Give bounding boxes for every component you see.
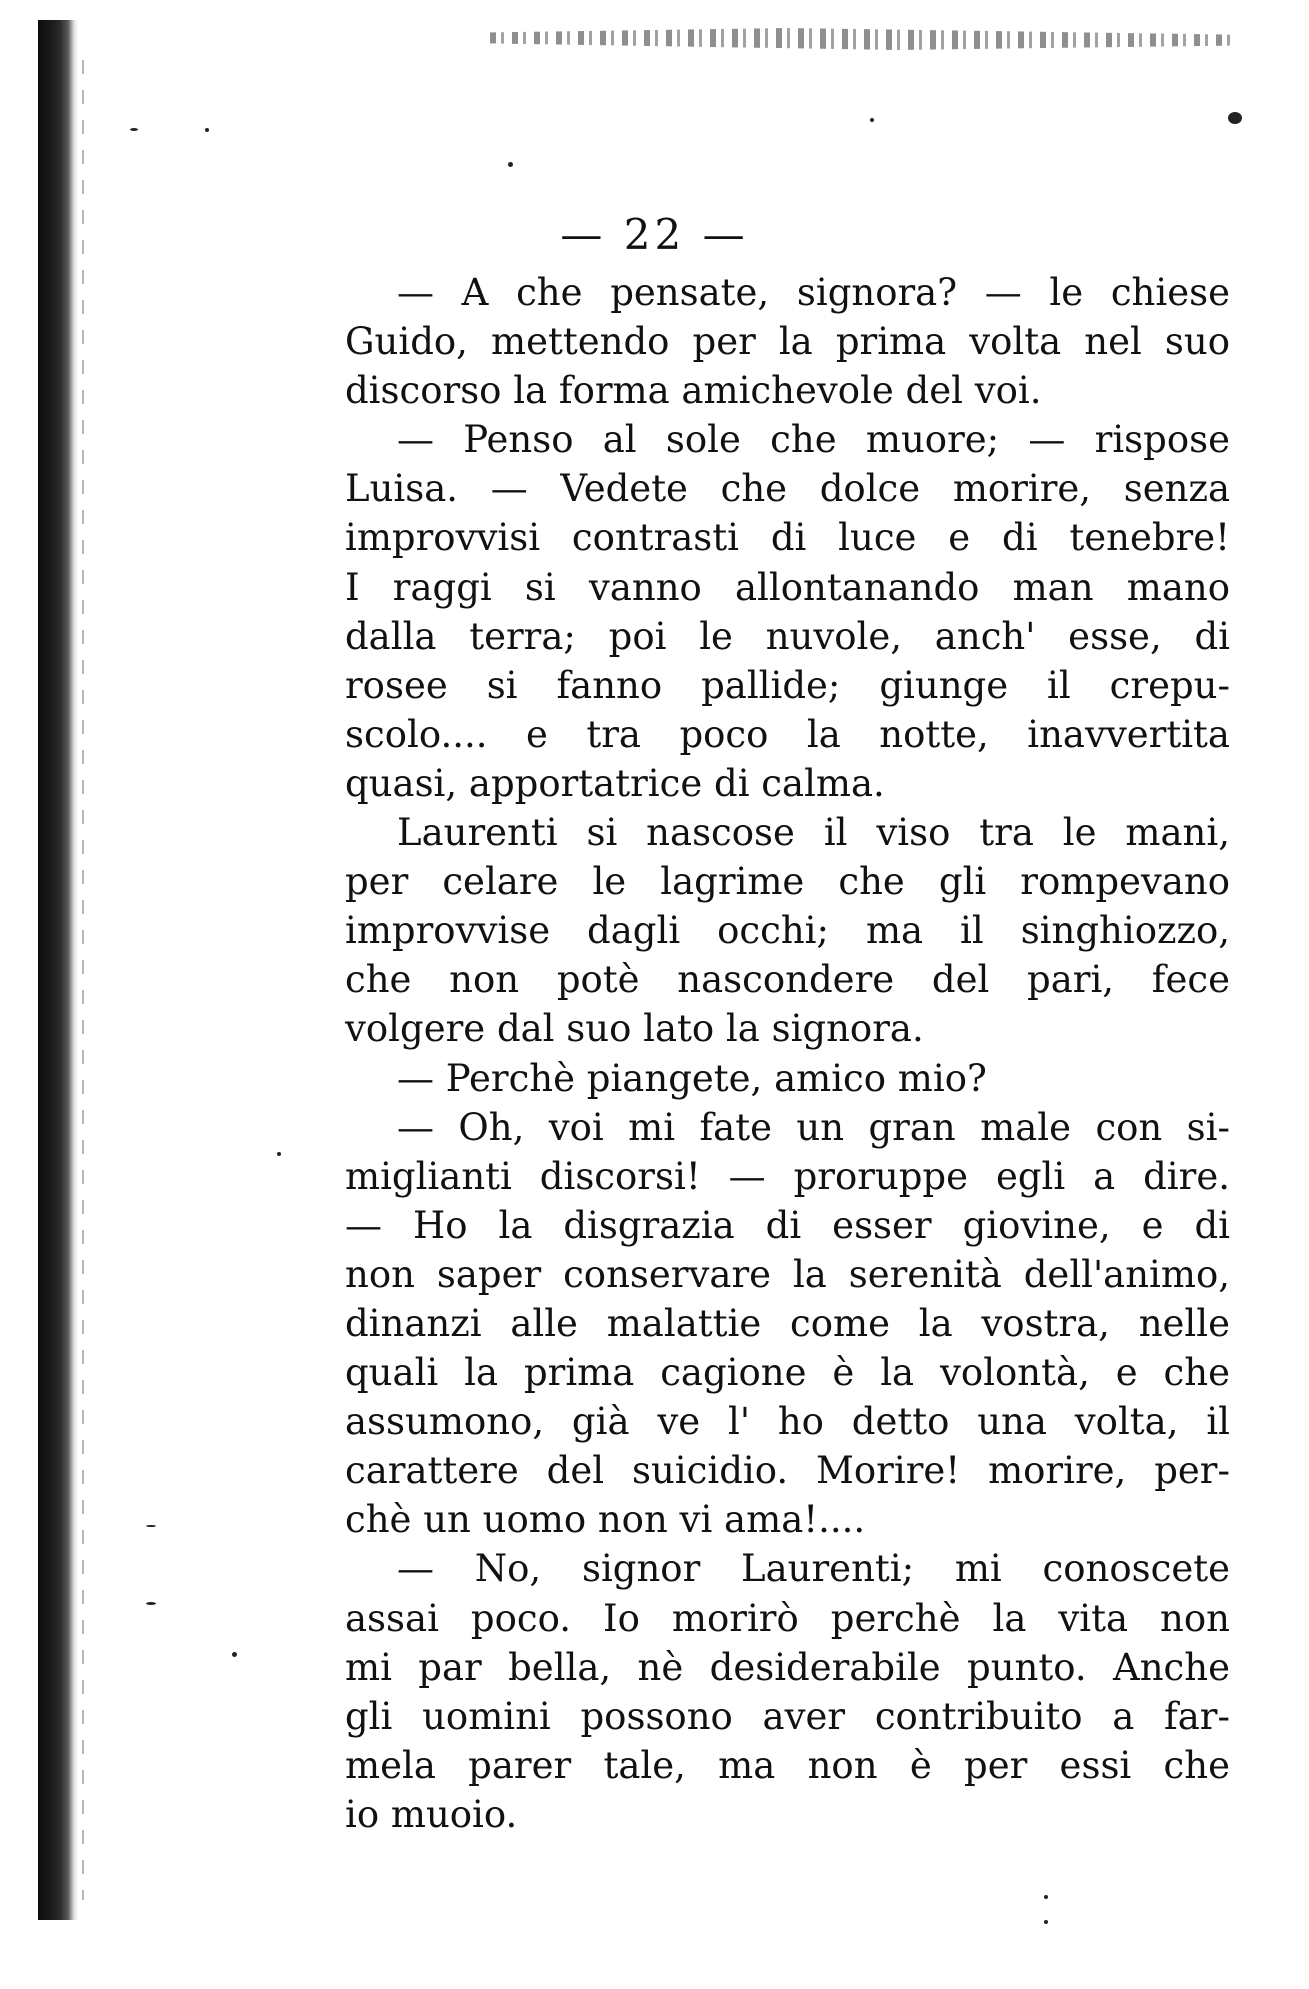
- text-line: rosee si fanno pallide; giunge il crepu-: [345, 663, 1230, 707]
- text-line: per celare le lagrime che gli rompevano: [345, 860, 1230, 904]
- binding-shadow-line: [82, 60, 84, 1900]
- scan-noise-top: [490, 28, 1230, 50]
- text-line: Laurenti si nascose il viso tra le mani,: [397, 811, 1230, 855]
- text-line: io muoio.: [345, 1792, 518, 1836]
- body-text: [345, 268, 1230, 1839]
- scan-speck: [1228, 112, 1242, 124]
- binding-edge: [38, 20, 78, 1920]
- text-line: — Ho la disgrazia di esser giovine, e di: [345, 1203, 1230, 1247]
- text-line: dalla terra; poi le nuvole, anch' esse, di: [345, 614, 1230, 658]
- text-line: gli uomini possono aver contribuito a far-: [345, 1694, 1230, 1738]
- text-line: I raggi si vanno allontanando man mano: [345, 565, 1230, 609]
- text-line: improvvise dagli occhi; ma il singhiozzo,: [345, 909, 1230, 953]
- text-line: volgere dal suo lato la signora.: [345, 1007, 924, 1051]
- text-line: mi par bella, nè desiderabile punto. Anche: [345, 1645, 1230, 1689]
- text-line: quali la prima cagione è la volontà, e che: [345, 1351, 1230, 1395]
- text-line: assai poco. Io morirò perchè la vita non: [345, 1596, 1230, 1640]
- text-line: scolo.... e tra poco la notte, inavvertita: [345, 712, 1230, 756]
- text-line: non saper conservare la serenità dell'animo,: [345, 1252, 1230, 1296]
- text-line: dinanzi alle malattie come la vostra, nelle: [345, 1301, 1230, 1345]
- page-number: — 22 —: [560, 210, 749, 259]
- scan-speck: [232, 1652, 237, 1657]
- text-line: — No, signor Laurenti; mi conoscete: [397, 1547, 1230, 1591]
- scan-speck: [146, 1525, 156, 1527]
- text-line: — Penso al sole che muore; — rispose: [397, 418, 1230, 462]
- scan-speck: [277, 1152, 281, 1156]
- text-line: assumono, già ve l' ho detto una volta, il: [345, 1400, 1230, 1444]
- text-line: — Oh, voi mi fate un gran male con si-: [397, 1105, 1230, 1149]
- text-line: chè un uomo non vi ama!....: [345, 1498, 866, 1542]
- text-line: che non potè nascondere del pari, fece: [345, 958, 1230, 1002]
- text-line: carattere del suicidio. Morire! morire, per-: [345, 1449, 1230, 1493]
- text-line: quasi, apportatrice di calma.: [345, 761, 885, 805]
- scan-speck: [1044, 1920, 1048, 1924]
- scan-speck: [146, 1602, 156, 1605]
- text-line: — A che pensate, signora? — le chiese: [397, 271, 1230, 314]
- text-line: mela parer tale, ma non è per essi che: [345, 1743, 1230, 1787]
- text-line: miglianti discorsi! — proruppe egli a dire.: [345, 1154, 1230, 1198]
- text-line: improvvisi contrasti di luce e di tenebre!: [345, 516, 1230, 560]
- text-line: — Perchè piangete, amico mio?: [397, 1056, 987, 1100]
- text-line: discorso la forma amichevole del voi.: [345, 369, 1042, 413]
- scan-speck: [1044, 1895, 1048, 1899]
- scan-speck: [205, 128, 209, 132]
- scan-speck: [870, 118, 874, 122]
- text-line: Guido, mettendo per la prima volta nel suo: [345, 320, 1230, 364]
- scan-speck: [130, 128, 138, 131]
- text-line: Luisa. — Vedete che dolce morire, senza: [345, 467, 1230, 511]
- scan-speck: [508, 162, 513, 167]
